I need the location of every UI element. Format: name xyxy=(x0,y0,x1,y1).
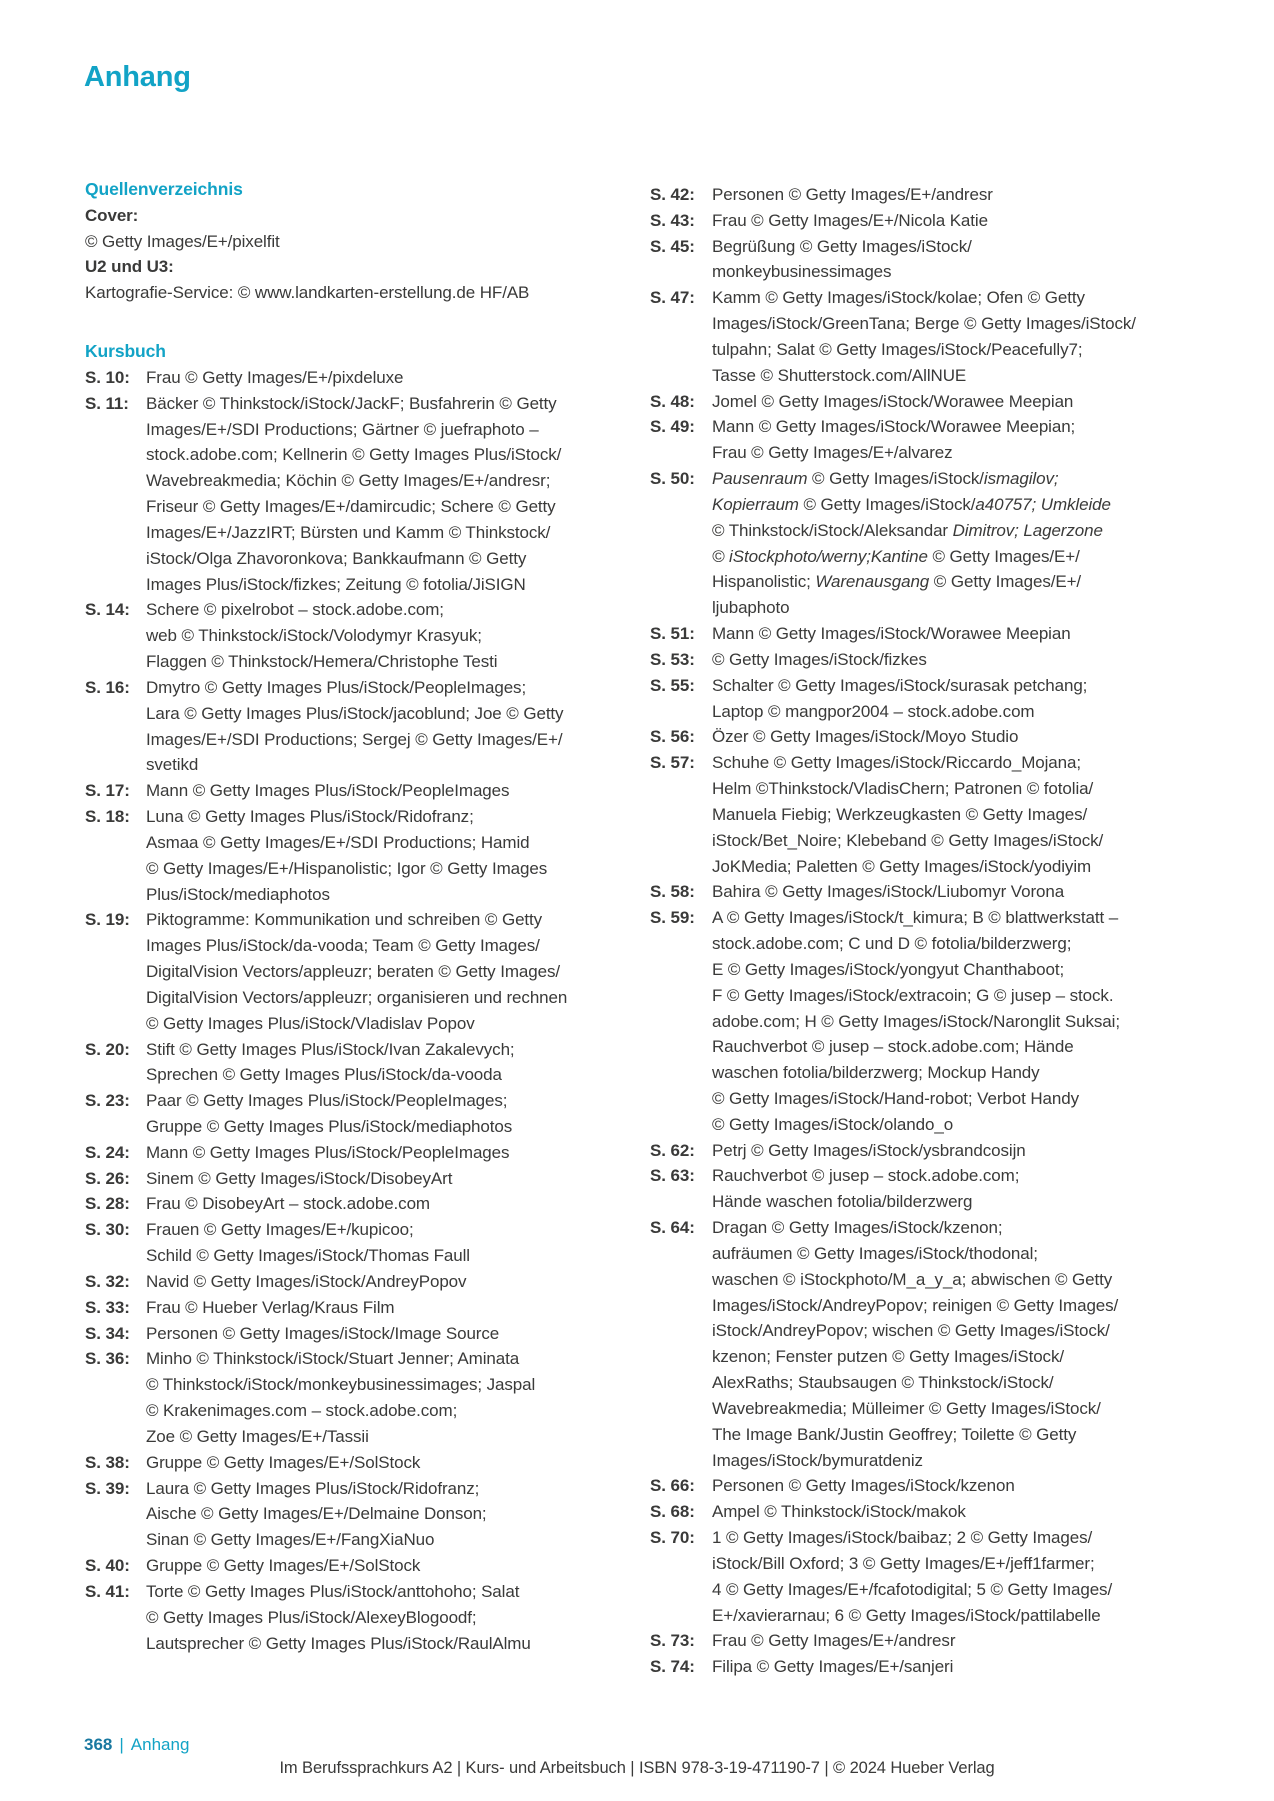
credit-page-label: S. 51: xyxy=(650,624,695,644)
credit-page-label: S. 16: xyxy=(85,677,130,697)
credit-line: Laptop © mangpor2004 – stock.adobe.com xyxy=(712,701,1035,721)
credit-lines xyxy=(712,621,1225,647)
credit-line: ljubaphoto xyxy=(712,598,790,618)
credit-page-label: S. 39: xyxy=(85,1478,130,1498)
credit-line: Sprechen © Getty Images Plus/iStock/da-vooda xyxy=(146,1065,502,1085)
footer-separator: | xyxy=(119,1735,124,1754)
credit-page-label: S. 10: xyxy=(85,367,130,387)
credit-lines xyxy=(146,1476,645,1553)
credit-entry xyxy=(650,750,1225,879)
credit-line: Dragan © Getty Images/iStock/kzenon; xyxy=(712,1218,1003,1238)
credit-page-label: S. 24: xyxy=(85,1142,130,1162)
credit-page-label: S. 43: xyxy=(650,210,695,230)
credit-lines xyxy=(712,414,1225,466)
credit-line: Tasse © Shutterstock.com/AllNUE xyxy=(712,365,967,385)
credit-line: Sinan © Getty Images/E+/FangXiaNuo xyxy=(146,1530,435,1550)
credit-lines xyxy=(712,389,1225,415)
credit-line: Petrj © Getty Images/iStock/ysbrandcosijn xyxy=(712,1140,1026,1160)
credit-line: Frauen © Getty Images/E+/kupicoo; xyxy=(146,1220,414,1240)
credit-line: Begrüßung © Getty Images/iStock/ xyxy=(712,236,972,256)
credit-line: Schere © pixelrobot – stock.adobe.com; xyxy=(146,600,444,620)
credit-line: © Getty Images/iStock/Hand-robot; Verbot Handy xyxy=(712,1088,1079,1108)
credit-line: Zoe © Getty Images/E+/Tassii xyxy=(146,1426,369,1446)
credit-page-label: S. 73: xyxy=(650,1631,695,1651)
credit-line: Lautsprecher © Getty Images Plus/iStock/RaulAlmu xyxy=(146,1633,531,1653)
credit-line: Mann © Getty Images Plus/iStock/PeopleImages xyxy=(146,781,510,801)
credit-line: E+/xavierarnau; 6 © Getty Images/iStock/pattilabelle xyxy=(712,1605,1101,1625)
credit-entry xyxy=(85,1037,645,1089)
credit-page-label: S. 17: xyxy=(85,781,130,801)
credit-line: Images/iStock/bymuratdeniz xyxy=(712,1450,923,1470)
credit-lines xyxy=(146,1295,645,1321)
credit-line: 4 © Getty Images/E+/fcafotodigital; 5 © Getty Images/ xyxy=(712,1579,1113,1599)
credit-line: Flaggen © Thinkstock/Hemera/Christophe Testi xyxy=(146,652,498,672)
credit-lines xyxy=(712,466,1225,621)
credit-page-label: S. 28: xyxy=(85,1194,130,1214)
credit-page-label: S. 14: xyxy=(85,600,130,620)
credit-line: Schuhe © Getty Images/iStock/Riccardo_Mojana; xyxy=(712,753,1081,773)
credit-line: 1 © Getty Images/iStock/baibaz; 2 © Getty Images/ xyxy=(712,1528,1093,1548)
credit-page-label: S. 34: xyxy=(85,1323,130,1343)
credit-line: Images/E+/JazzIRT; Bürsten und Kamm © Thinkstock/ xyxy=(146,522,551,542)
credit-page-label: S. 59: xyxy=(650,908,695,928)
left-column xyxy=(85,177,645,1656)
credit-lines xyxy=(146,1346,645,1449)
credit-page-label: S. 38: xyxy=(85,1452,130,1472)
imprint-line: Im Berufssprachkurs A2 | Kurs- und Arbeitsbuch | ISBN 978-3-19-471190-7 | © 2024 Hueber Verlag xyxy=(279,1759,995,1777)
credit-line: © Getty Images Plus/iStock/Vladislav Popov xyxy=(146,1013,475,1033)
credit-line: stock.adobe.com; C und D © fotolia/bilderzwerg; xyxy=(712,934,1072,954)
credit-page-label: S. 40: xyxy=(85,1556,130,1576)
credit-entry xyxy=(650,466,1225,621)
credit-line: Frau © Getty Images/E+/alvarez xyxy=(712,443,953,463)
credit-line: Pausenraum © Getty Images/iStock/ismagilov; xyxy=(712,469,1059,489)
credit-line: svetikd xyxy=(146,755,199,775)
credit-line: Asmaa © Getty Images/E+/SDI Productions; Hamid xyxy=(146,832,530,852)
credit-page-label: S. 58: xyxy=(650,882,695,902)
credit-line: © Thinkstock/iStock/Aleksandar Dimitrov; Lagerzone xyxy=(712,520,1103,540)
credit-line: Aische © Getty Images/E+/Delmaine Donson; xyxy=(146,1504,487,1524)
credit-entry xyxy=(85,907,645,1036)
credit-lines xyxy=(712,750,1225,879)
credits-group-label: U2 und U3: xyxy=(85,257,174,277)
sources-intro xyxy=(85,203,645,306)
credit-line: kzenon; Fenster putzen © Getty Images/iStock/ xyxy=(712,1347,1064,1367)
credit-line: Manuela Fiebig; Werkzeugkasten © Getty Images/ xyxy=(712,804,1088,824)
credit-lines xyxy=(146,907,645,1036)
credit-entry xyxy=(85,675,645,778)
credit-line: waschen © iStockphoto/M_a_y_a; abwischen © Getty xyxy=(712,1269,1113,1289)
credit-page-label: S. 45: xyxy=(650,236,695,256)
credit-page-label: S. 42: xyxy=(650,185,695,204)
credit-line: A © Getty Images/iStock/t_kimura; B © blattwerkstatt – xyxy=(712,908,1119,928)
credit-line: © Getty Images/iStock/olando_o xyxy=(712,1114,954,1134)
credit-line: Luna © Getty Images Plus/iStock/Ridofranz; xyxy=(146,807,474,827)
credit-lines xyxy=(146,1579,645,1656)
credit-page-label: S. 20: xyxy=(85,1039,130,1059)
credit-page-label: S. 26: xyxy=(85,1168,130,1188)
credit-lines xyxy=(712,724,1225,750)
credit-line: Minho © Thinkstock/iStock/Stuart Jenner; Aminata xyxy=(146,1349,520,1369)
credit-lines xyxy=(712,647,1225,673)
credit-line: © Getty Images/iStock/fizkes xyxy=(712,649,927,669)
credit-entry xyxy=(650,1628,1225,1654)
credit-lines xyxy=(146,391,645,598)
credit-line: Gruppe © Getty Images/E+/SolStock xyxy=(146,1452,421,1472)
credit-line: Wavebreakmedia; Mülleimer © Getty Images/iStock/ xyxy=(712,1398,1101,1418)
credit-page-label: S. 30: xyxy=(85,1220,130,1240)
credit-entry xyxy=(85,1217,645,1269)
credit-line: iStock/Olga Zhavoronkova; Bankkaufmann © Getty xyxy=(146,548,527,568)
credit-entry xyxy=(650,182,1225,208)
credit-line: F © Getty Images/iStock/extracoin; G © jusep – stock. xyxy=(712,985,1114,1005)
credit-entry xyxy=(650,1138,1225,1164)
credit-list-left xyxy=(85,365,645,1656)
credit-entry xyxy=(650,879,1225,905)
credit-line: © Krakenimages.com – stock.adobe.com; xyxy=(146,1401,458,1421)
credit-line: tulpahn; Salat © Getty Images/iStock/Peacefully7; xyxy=(712,339,1083,359)
credit-line: DigitalVision Vectors/appleuzr; organisieren und rechnen xyxy=(146,987,568,1007)
page-title: Anhang xyxy=(84,61,191,93)
credit-entry xyxy=(85,391,645,598)
credit-line: Personen © Getty Images/iStock/kzenon xyxy=(712,1476,1015,1496)
credit-page-label: S. 36: xyxy=(85,1349,130,1369)
credit-line: Özer © Getty Images/iStock/Moyo Studio xyxy=(712,727,1019,747)
credit-line: Dmytro © Getty Images Plus/iStock/PeopleImages; xyxy=(146,677,527,697)
credit-page-label: S. 53: xyxy=(650,649,695,669)
credit-line: Rauchverbot © jusep – stock.adobe.com; xyxy=(712,1166,1020,1186)
credit-page-label: S. 19: xyxy=(85,910,130,930)
credit-line: aufräumen © Getty Images/iStock/thodonal; xyxy=(712,1243,1038,1263)
credit-line: Frau © Getty Images/E+/andresr xyxy=(712,1631,956,1651)
credit-line: Hände waschen fotolia/bilderzwerg xyxy=(712,1192,973,1212)
credit-lines xyxy=(146,1269,645,1295)
credit-line: Personen © Getty Images/iStock/Image Source xyxy=(146,1323,500,1343)
credit-lines xyxy=(146,1191,645,1217)
credit-line: © Getty Images/E+/Hispanolistic; Igor © Getty Images xyxy=(146,858,548,878)
credit-entry xyxy=(650,647,1225,673)
credit-entry xyxy=(85,1476,645,1553)
credit-lines xyxy=(712,208,1225,234)
credit-entry xyxy=(85,1269,645,1295)
credit-line: Images/E+/SDI Productions; Sergej © Getty Images/E+/ xyxy=(146,729,563,749)
credit-entry xyxy=(650,389,1225,415)
credit-lines xyxy=(146,597,645,674)
credit-entry xyxy=(85,1191,645,1217)
credits-group-label: Cover: xyxy=(85,205,139,225)
credit-page-label: S. 74: xyxy=(650,1657,695,1677)
credit-line: Torte © Getty Images Plus/iStock/anttohoho; Salat xyxy=(146,1581,520,1601)
page-footer xyxy=(84,1732,189,1758)
credit-line: Schild © Getty Images/iStock/Thomas Faull xyxy=(146,1246,470,1266)
credit-line: Jomel © Getty Images/iStock/Worawee Meepian xyxy=(712,391,1074,411)
credit-line: Plus/iStock/mediaphotos xyxy=(146,884,330,904)
credit-line: Helm ©Thinkstock/VladisChern; Patronen © fotolia/ xyxy=(712,779,1094,799)
credit-page-label: S. 23: xyxy=(85,1091,130,1111)
credit-entry xyxy=(650,414,1225,466)
credit-line: Stift © Getty Images Plus/iStock/Ivan Zakalevych; xyxy=(146,1039,515,1059)
credit-page-label: S. 64: xyxy=(650,1218,695,1238)
credit-line: Frau © Hueber Verlag/Kraus Film xyxy=(146,1297,395,1317)
credit-lines xyxy=(146,804,645,907)
credit-entry xyxy=(650,1499,1225,1525)
credit-lines xyxy=(146,365,645,391)
credit-lines xyxy=(712,1628,1225,1654)
credit-page-label: S. 49: xyxy=(650,417,695,437)
credit-line: Images/iStock/AndreyPopov; reinigen © Getty Images/ xyxy=(712,1295,1119,1315)
credit-line: Piktogramme: Kommunikation und schreiben © Getty xyxy=(146,910,543,930)
credit-lines xyxy=(146,1140,645,1166)
credit-line: Mann © Getty Images/iStock/Worawee Meepian; xyxy=(712,417,1076,437)
credits-group-text: Kartografie-Service: © www.landkarten-erstellung.de HF/AB xyxy=(85,283,530,303)
credit-entry xyxy=(650,208,1225,234)
credit-entry xyxy=(85,1553,645,1579)
credit-entry xyxy=(650,724,1225,750)
credit-page-label: S. 47: xyxy=(650,288,695,308)
credit-line: Images Plus/iStock/da-vooda; Team © Getty Images/ xyxy=(146,936,540,956)
credit-line: Navid © Getty Images/iStock/AndreyPopov xyxy=(146,1271,467,1291)
credit-line: Images/iStock/GreenTana; Berge © Getty Images/iStock/ xyxy=(712,314,1136,334)
credit-entry xyxy=(85,1166,645,1192)
credit-line: Images Plus/iStock/fizkes; Zeitung © fotolia/JiSIGN xyxy=(146,574,526,594)
credit-lines xyxy=(146,1166,645,1192)
credit-entry xyxy=(650,1215,1225,1473)
credit-line: Mann © Getty Images Plus/iStock/PeopleImages xyxy=(146,1142,510,1162)
credit-entry xyxy=(85,804,645,907)
credits-group-text: © Getty Images/E+/pixelfit xyxy=(85,231,280,251)
credit-lines xyxy=(146,1217,645,1269)
credit-entry xyxy=(85,1088,645,1140)
credit-line: Laura © Getty Images Plus/iStock/Ridofranz; xyxy=(146,1478,480,1498)
credit-page-label: S. 56: xyxy=(650,727,695,747)
credit-page-label: S. 55: xyxy=(650,675,695,695)
credit-entry xyxy=(650,1163,1225,1215)
credit-lines xyxy=(712,1215,1225,1473)
credit-lines xyxy=(712,1654,1225,1680)
credit-entry xyxy=(650,673,1225,725)
credit-entry xyxy=(85,1295,645,1321)
credit-lines xyxy=(712,1525,1225,1628)
credit-line: Rauchverbot © jusep – stock.adobe.com; Hände xyxy=(712,1037,1074,1057)
credit-line: iStock/AndreyPopov; wischen © Getty Images/iStock/ xyxy=(712,1321,1110,1341)
credit-lines xyxy=(712,905,1225,1137)
credit-line: iStock/Bet_Noire; Klebeband © Getty Images/iStock/ xyxy=(712,830,1104,850)
credit-entry xyxy=(650,1654,1225,1680)
credit-page-label: S. 33: xyxy=(85,1297,130,1317)
credit-page-label: S. 57: xyxy=(650,753,695,773)
credit-entry xyxy=(650,1473,1225,1499)
credit-line: Schalter © Getty Images/iStock/surasak petchang; xyxy=(712,675,1088,695)
credit-line: Gruppe © Getty Images/E+/SolStock xyxy=(146,1556,421,1576)
credit-entry xyxy=(650,234,1225,286)
credit-line: Bäcker © Thinkstock/iStock/JackF; Busfahrerin © Getty xyxy=(146,393,557,413)
credit-line: monkeybusinessimages xyxy=(712,262,892,282)
credit-page-label: S. 63: xyxy=(650,1166,695,1186)
credit-line: Kopierraum © Getty Images/iStock/a40757; Umkleide xyxy=(712,494,1111,514)
credit-line: The Image Bank/Justin Geoffrey; Toilette © Getty xyxy=(712,1424,1077,1444)
credit-lines xyxy=(712,1138,1225,1164)
credit-line: Kamm © Getty Images/iStock/kolae; Ofen © Getty xyxy=(712,288,1085,308)
credit-line: Frau © Getty Images/E+/Nicola Katie xyxy=(712,210,988,230)
credit-line: Bahira © Getty Images/iStock/Liubomyr Vorona xyxy=(712,882,1065,902)
credit-line: Paar © Getty Images Plus/iStock/PeopleImages; xyxy=(146,1091,508,1111)
credit-list-right xyxy=(650,182,1225,1680)
credit-lines xyxy=(146,1088,645,1140)
credit-line: adobe.com; H © Getty Images/iStock/Naronglit Suksai; xyxy=(712,1011,1120,1031)
credit-line: © Getty Images Plus/iStock/AlexeyBlogoodf; xyxy=(146,1607,477,1627)
credit-lines xyxy=(712,879,1225,905)
credit-lines xyxy=(712,234,1225,286)
credit-entry xyxy=(85,1140,645,1166)
page-number: 368 xyxy=(84,1735,113,1754)
credit-entry xyxy=(85,597,645,674)
credit-line: stock.adobe.com; Kellnerin © Getty Images Plus/iStock/ xyxy=(146,445,562,465)
credit-page-label: S. 70: xyxy=(650,1528,695,1548)
credit-line: Frau © Getty Images/E+/pixdeluxe xyxy=(146,367,404,387)
credit-entry xyxy=(85,365,645,391)
credit-page-label: S. 50: xyxy=(650,469,695,489)
credit-line: © iStockphoto/werny;Kantine © Getty Images/E+/ xyxy=(712,546,1080,566)
credit-page-label: S. 48: xyxy=(650,391,695,411)
credit-line: Hispanolistic; Warenausgang © Getty Images/E+/ xyxy=(712,572,1082,592)
credit-page-label: S. 11: xyxy=(85,393,129,413)
kursbuch-heading: Kursbuch xyxy=(85,341,166,362)
credit-entry xyxy=(650,621,1225,647)
credit-lines xyxy=(146,1321,645,1347)
credit-lines xyxy=(712,673,1225,725)
credit-lines xyxy=(146,1553,645,1579)
credit-line: waschen fotolia/bilderzwerg; Mockup Handy xyxy=(712,1063,1040,1083)
credit-line: Filipa © Getty Images/E+/sanjeri xyxy=(712,1657,954,1677)
credit-line: Gruppe © Getty Images Plus/iStock/mediaphotos xyxy=(146,1116,513,1136)
credit-lines xyxy=(712,1163,1225,1215)
credit-lines xyxy=(712,182,1225,208)
credit-line: Wavebreakmedia; Köchin © Getty Images/E+/andresr; xyxy=(146,471,551,491)
credit-entry xyxy=(85,1321,645,1347)
credit-line: Images/E+/SDI Productions; Gärtner © juefraphoto – xyxy=(146,419,539,439)
credit-line: Friseur © Getty Images/E+/damircudic; Schere © Getty xyxy=(146,497,556,517)
credit-entry xyxy=(85,1346,645,1449)
credit-entry xyxy=(650,285,1225,388)
credit-line: AlexRaths; Staubsaugen © Thinkstock/iStock/ xyxy=(712,1373,1054,1393)
credit-page-label: S. 66: xyxy=(650,1476,695,1496)
credit-entry xyxy=(650,905,1225,1137)
credit-lines xyxy=(146,675,645,778)
credit-line: JoKMedia; Paletten © Getty Images/iStock/yodiyim xyxy=(712,856,1092,876)
credit-line: Mann © Getty Images/iStock/Worawee Meepian xyxy=(712,624,1071,644)
credit-line: Frau © DisobeyArt – stock.adobe.com xyxy=(146,1194,430,1214)
credit-entry xyxy=(85,1450,645,1476)
credit-line: Ampel © Thinkstock/iStock/makok xyxy=(712,1502,966,1522)
credit-line: © Thinkstock/iStock/monkeybusinessimages; Jaspal xyxy=(146,1375,536,1395)
credit-page-label: S. 41: xyxy=(85,1581,130,1601)
sources-heading: Quellenverzeichnis xyxy=(85,179,243,199)
credit-line: DigitalVision Vectors/appleuzr; beraten © Getty Images/ xyxy=(146,962,560,982)
right-column xyxy=(650,182,1225,1680)
credit-line: web © Thinkstock/iStock/Volodymyr Krasyuk; xyxy=(146,626,482,646)
credit-page-label: S. 62: xyxy=(650,1140,695,1160)
credit-line: Sinem © Getty Images/iStock/DisobeyArt xyxy=(146,1168,453,1188)
credit-page-label: S. 18: xyxy=(85,807,130,827)
credit-line: E © Getty Images/iStock/yongyut Chanthaboot; xyxy=(712,959,1065,979)
credit-entry xyxy=(85,778,645,804)
credit-line: iStock/Bill Oxford; 3 © Getty Images/E+/jeff1farmer; xyxy=(712,1553,1095,1573)
credit-line: Lara © Getty Images Plus/iStock/jacoblund; Joe © Getty xyxy=(146,703,564,723)
credit-lines xyxy=(712,285,1225,388)
credit-lines xyxy=(712,1499,1225,1525)
credit-lines xyxy=(712,1473,1225,1499)
credit-lines xyxy=(146,1450,645,1476)
credit-page-label: S. 32: xyxy=(85,1271,130,1291)
credit-entry xyxy=(650,1525,1225,1628)
footer-section-label: Anhang xyxy=(130,1735,190,1754)
credit-page-label: S. 68: xyxy=(650,1502,695,1522)
credit-lines xyxy=(146,778,645,804)
credit-entry xyxy=(85,1579,645,1656)
credit-line: Personen © Getty Images/E+/andresr xyxy=(712,185,993,204)
credit-lines xyxy=(146,1037,645,1089)
